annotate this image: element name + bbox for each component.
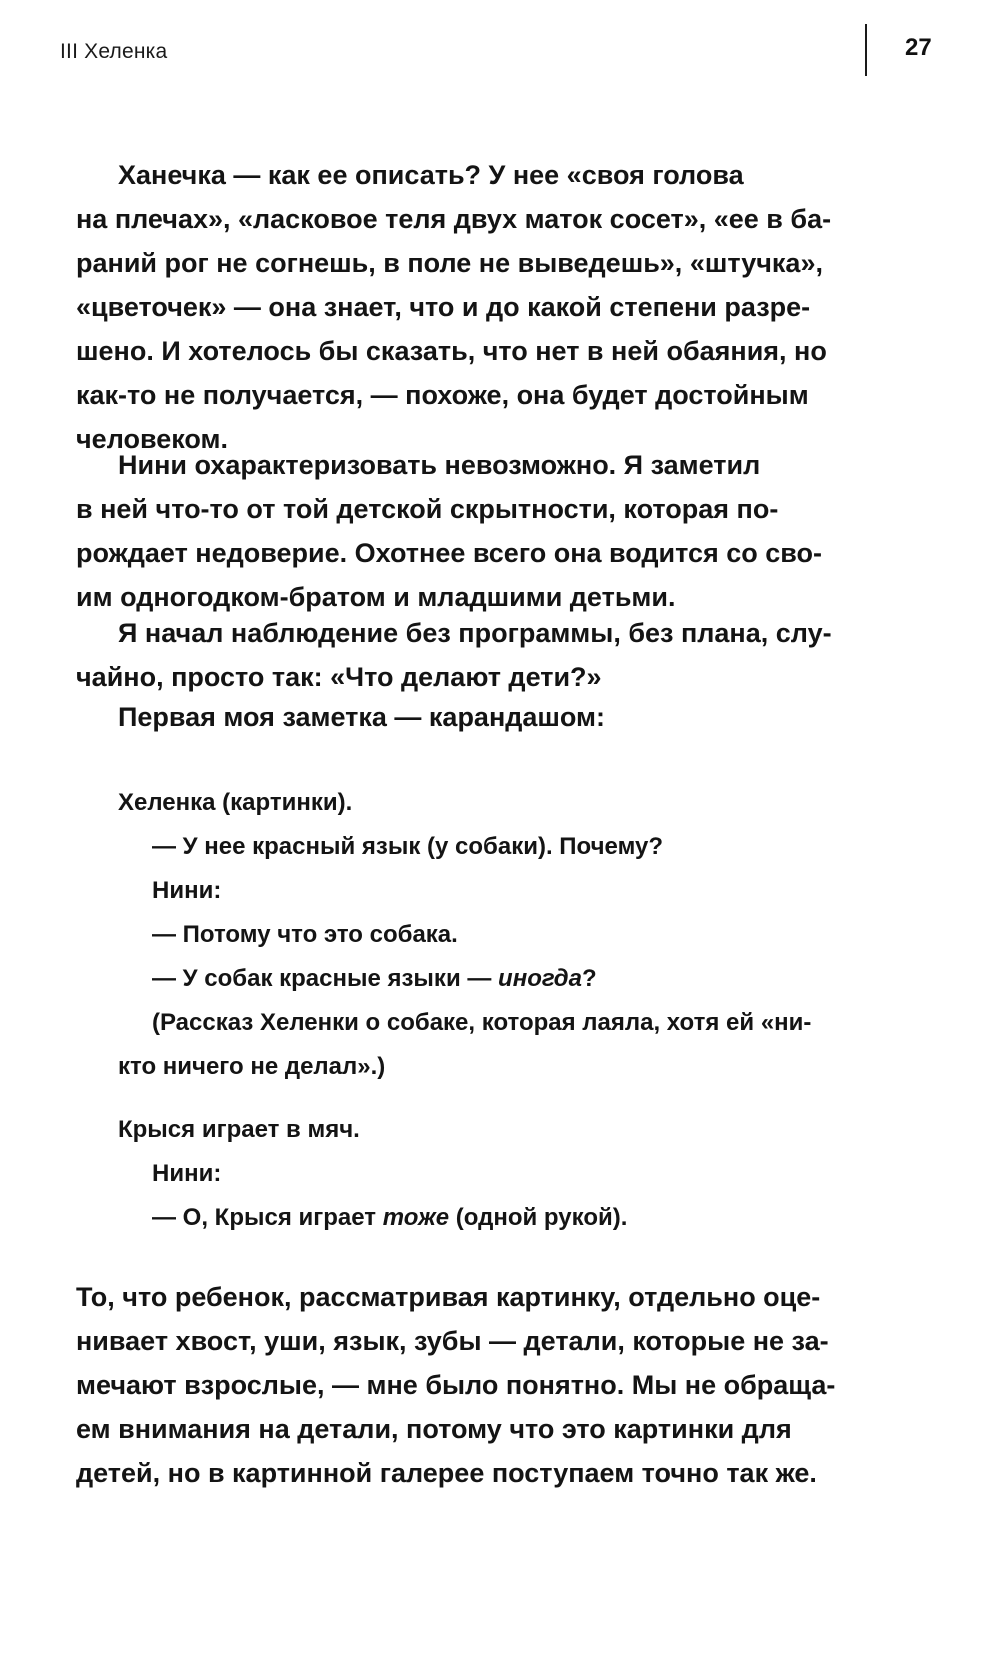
paragraph-line: То, что ребенок, рассматривая картинку, отдельно оце- — [76, 1282, 821, 1312]
paragraph-line-text: Ханечка — как ее описать? У нее «своя голова — [118, 160, 744, 190]
paragraph-line: «цветочек» — она знает, что и до какой степени разре- — [76, 292, 811, 322]
note-remark: кто ничего не делал».) — [118, 1053, 386, 1080]
paragraph-line: в ней что-то от той детской скрытности, которая по- — [76, 494, 779, 524]
note-krysia-ball — [118, 1108, 818, 1240]
note-speaker: Нини: — [152, 877, 222, 904]
note-helenka-pictures — [118, 781, 818, 1089]
note-heading: Крыся играет в мяч. — [118, 1116, 360, 1143]
paragraph-line: детей, но в картинной галерее поступаем точно так же. — [76, 1458, 817, 1488]
note-text: — У собак красные языки — — [152, 965, 499, 992]
note-speaker: Нини: — [152, 1160, 222, 1187]
paragraph-hanechka — [76, 153, 832, 461]
paragraph-line: чайно, просто так: «Что делают дети?» — [76, 662, 602, 692]
note-line — [118, 957, 818, 1001]
paragraph-line: ем внимания на детали, потому что это картинки для — [76, 1414, 792, 1444]
paragraph-line: Нини охарактеризовать невозможно. Я заметил — [118, 450, 761, 480]
note-remark: (Рассказ Хеленки о собаке, которая лаяла, хотя ей «ни- — [152, 1009, 812, 1036]
paragraph-nini — [76, 443, 823, 619]
paragraph-observation — [76, 611, 832, 699]
page-number: 27 — [905, 34, 932, 61]
paragraph-first-note — [118, 695, 810, 739]
paragraph-line: нивает хвост, уши, язык, зубы — детали, которые не за- — [76, 1326, 829, 1356]
paragraph-line: на плечах», «ласковое теля двух маток сосет», «ее в ба- — [76, 204, 832, 234]
paragraph-details — [76, 1275, 836, 1495]
note-text: — О, Крыся играет — [152, 1204, 383, 1231]
note-text: ? — [581, 965, 597, 992]
paragraph-line: рождает недоверие. Охотнее всего она водится со сво- — [76, 538, 823, 568]
note-emphasis: иногда — [498, 965, 582, 992]
paragraph-line: Я начал наблюдение без программы, без плана, слу- — [118, 618, 832, 648]
note-heading: Хеленка (картинки). — [118, 789, 353, 816]
note-line: — У нее красный язык (у собаки). Почему? — [152, 833, 664, 860]
header-divider — [865, 24, 867, 76]
running-head: III Хеленка — [60, 40, 168, 63]
note-line: — Потому что это собака. — [152, 921, 458, 948]
paragraph-line: им одногодком-братом и младшими детьми. — [76, 582, 676, 612]
paragraph-line: как-то не получается, — похоже, она будет достойным — [76, 380, 809, 410]
paragraph-line: раний рог не согнешь, в поле не выведешь», «штучка», — [76, 248, 823, 278]
paragraph-line: мечают взрослые, — мне было понятно. Мы не обраща- — [76, 1370, 836, 1400]
note-line — [118, 1196, 818, 1240]
paragraph-line: шено. И хотелось бы сказать, что нет в ней обаяния, но — [76, 336, 827, 366]
paragraph-line — [76, 153, 810, 197]
note-text: (одной рукой). — [449, 1204, 628, 1231]
paragraph-line: Первая моя заметка — карандашом: — [118, 702, 606, 732]
paragraph-line: человеком. — [76, 424, 229, 454]
note-emphasis: тоже — [382, 1204, 450, 1231]
